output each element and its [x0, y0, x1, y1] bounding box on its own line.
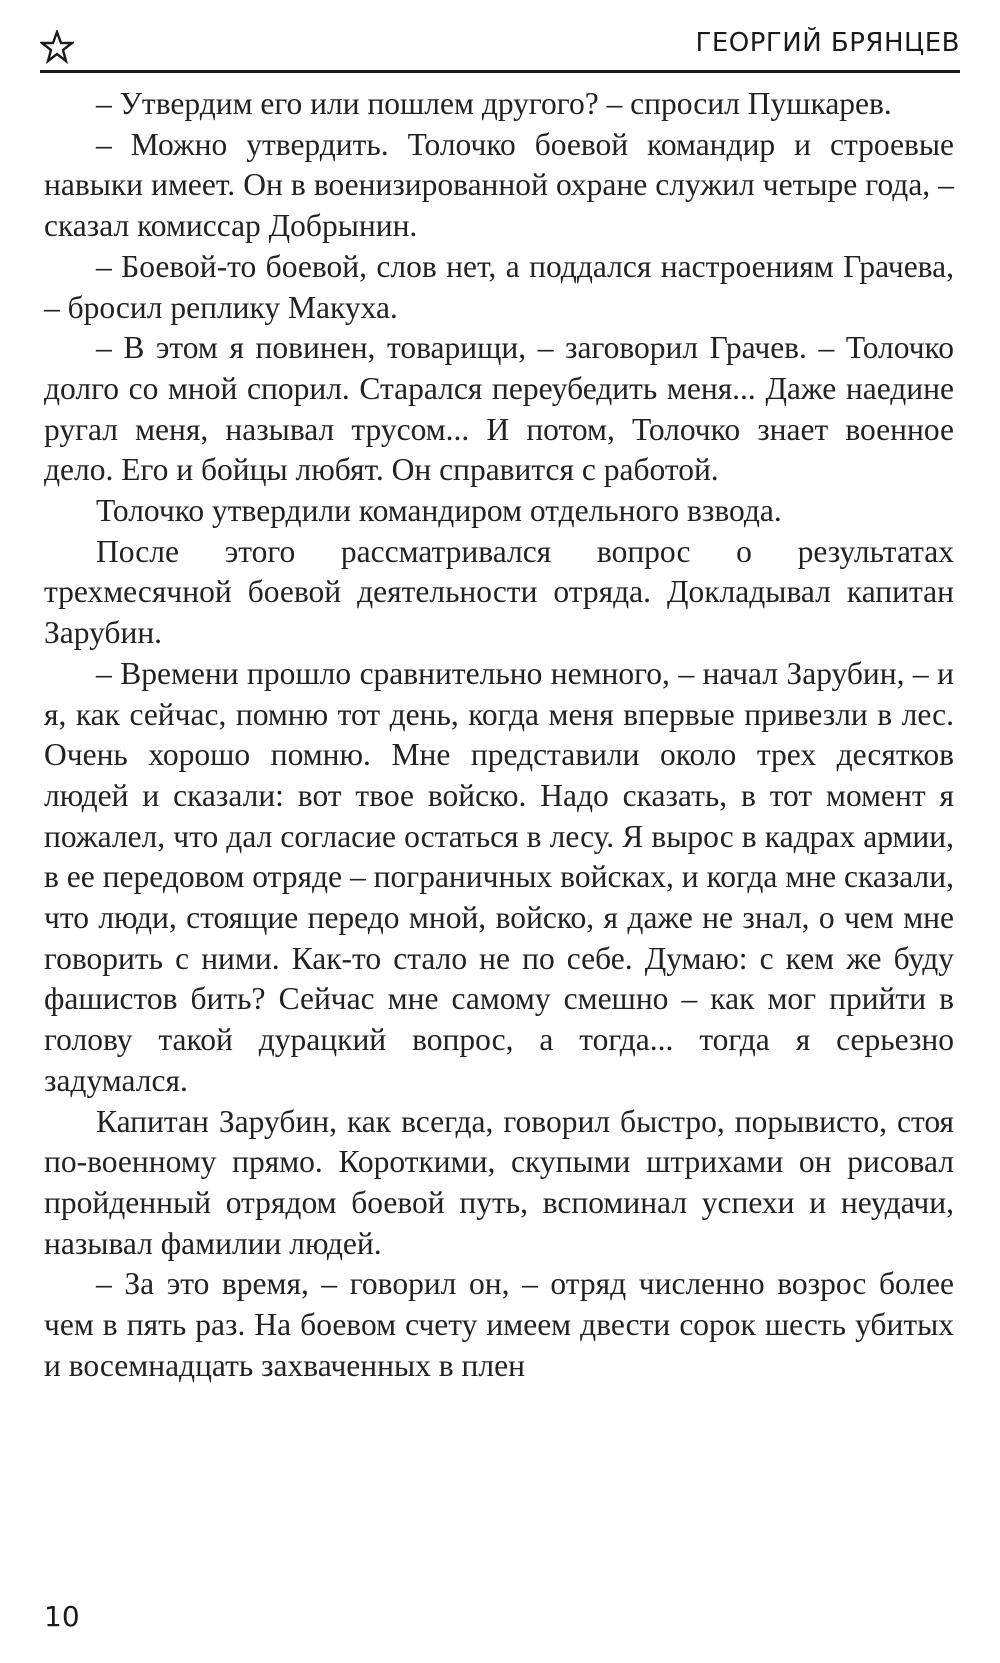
page-header [40, 22, 960, 72]
paragraph: – Времени прошло сравнительно немного, – начал Зарубин, – и я, как сейчас, помню тот день, когда меня впервые привезли в лес. Очень хорошо помню. Мне представили около трех десятков людей и сказали: вот твое войско. Надо сказать, в тот момент я пожалел, что дал согласие остаться в лесу. Я вырос в кадрах армии, в ее передовом отряде – пограничных войсках, и когда мне сказали, что люди, стоящие передо мной, войско, я даже не знал, о чем мне говорить с ними. Как-то стало не по себе. Думаю: с кем же буду фашистов бить? Сейчас мне самому смешно – как мог прийти в голову такой дурацкий вопрос, а тогда... тогда я серьезно задумался. [44, 655, 954, 1098]
page-number: 10 [44, 1600, 80, 1633]
running-title: ГЕОРГИЙ БРЯНЦЕВ [695, 28, 960, 58]
paragraph: – За это время, – говорил он, – отряд численно возрос более чем в пять раз. На боевом счету имеем двести сорок шесть убитых и восемнадцать захваченных в плен [44, 1266, 954, 1383]
header-rule [40, 70, 960, 73]
paragraph: Толочко утвердили командиром отдельного взвода. [96, 493, 782, 529]
paragraph: – Утвердим его или пошлем другого? – спросил Пушкарев. [96, 86, 892, 121]
paragraph: Капитан Зарубин, как всегда, говорил быстро, порывисто, стоя по-военному прямо. Короткими, скупыми штрихами он рисовал пройденный отрядом боевой путь, вспоминал успехи и неудачи, называл фамилии людей. [44, 1103, 954, 1261]
body-text [44, 84, 954, 1387]
star-outline-icon [40, 30, 74, 64]
paragraph: – В этом я повинен, товарищи, – заговорил Грачев. – Толочко долго со мной спорил. Старался переубедить меня... Даже наедине ругал меня, называл трусом... И потом, Толочко знает военное дело. Его и бойцы любят. Он справится с работой. [44, 330, 954, 488]
paragraph: – Можно утвердить. Толочко боевой командир и строевые навыки имеет. Он в военизированной охране служил четыре года, – сказал комиссар Добрынин. [44, 126, 954, 244]
paragraph: – Боевой-то боевой, слов нет, а поддался настроениям Грачева, – бросил реплику Макуха. [44, 248, 954, 325]
paragraph: После этого рассматривался вопрос о результатах трехмесячной боевой деятельности отряда. Докладывал капитан Зарубин. [44, 533, 954, 651]
